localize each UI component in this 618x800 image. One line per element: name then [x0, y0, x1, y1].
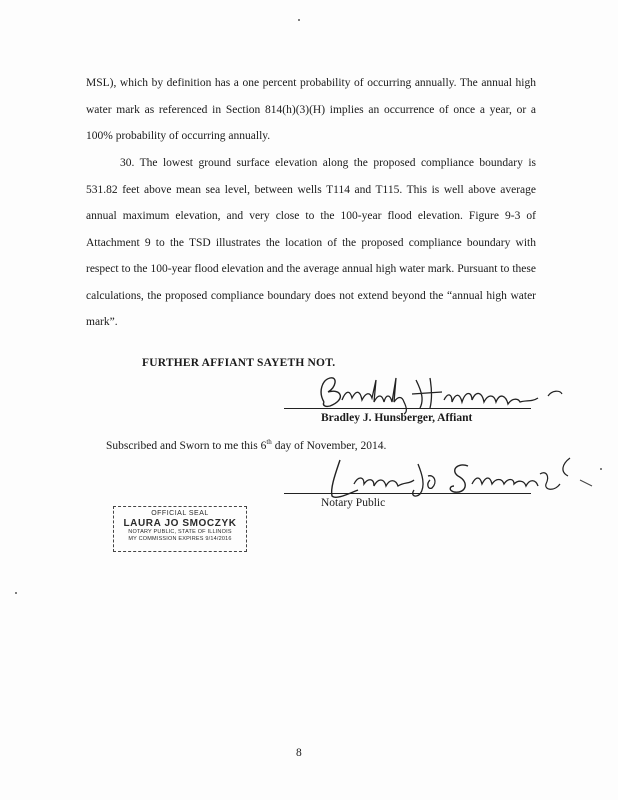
affiant-name: Bradley J. Hunsberger, Affiant [321, 412, 473, 424]
notary-signature-line [284, 493, 531, 494]
day-ordinal-suffix: th [266, 438, 272, 447]
seal-expiration-line: MY COMMISSION EXPIRES 9/14/2016 [128, 536, 232, 542]
affiant-signature-line [284, 408, 531, 409]
notary-public-label: Notary Public [321, 497, 386, 509]
scan-speck [298, 19, 300, 21]
page-number: 8 [296, 747, 302, 759]
official-notary-seal [113, 506, 247, 552]
further-affiant-statement: FURTHER AFFIANT SAYETH NOT. [142, 357, 336, 369]
seal-notary-name: LAURA JO SMOCZYK [123, 518, 237, 529]
seal-title: OFFICIAL SEAL [151, 510, 209, 517]
paragraph-30: 30. The lowest ground surface elevation along the proposed compliance boundary is 531.82 feet above mean sea level, between wells T114 and T115. This is well above average annual maximum elevation, and very close to the 100-year flood elevation. Figure 9-3 of Attachment 9 to the TSD illustrates the location of the proposed compliance boundary with respect to the 100-year flood elevation and the average annual high water mark. Pursuant to these calculations, the proposed compliance boundary does not extend beyond the “annual high water mark”. [86, 157, 536, 328]
scan-speck [15, 592, 17, 594]
subscribed-text-start: Subscribed and Sworn to me this 6 [106, 440, 267, 452]
subscribed-sworn-statement [106, 440, 386, 452]
continued-paragraph: MSL), which by definition has a one percent probability of occurring annually. The annual high water mark as referenced in Section 814(h)(3)(H) implies an occurrence of once a year, or a 100% probability of occurring annually. [86, 77, 536, 142]
subscribed-text-end: day of November, 2014. [271, 440, 387, 452]
seal-state-line: NOTARY PUBLIC, STATE OF ILLINOIS [128, 529, 232, 535]
